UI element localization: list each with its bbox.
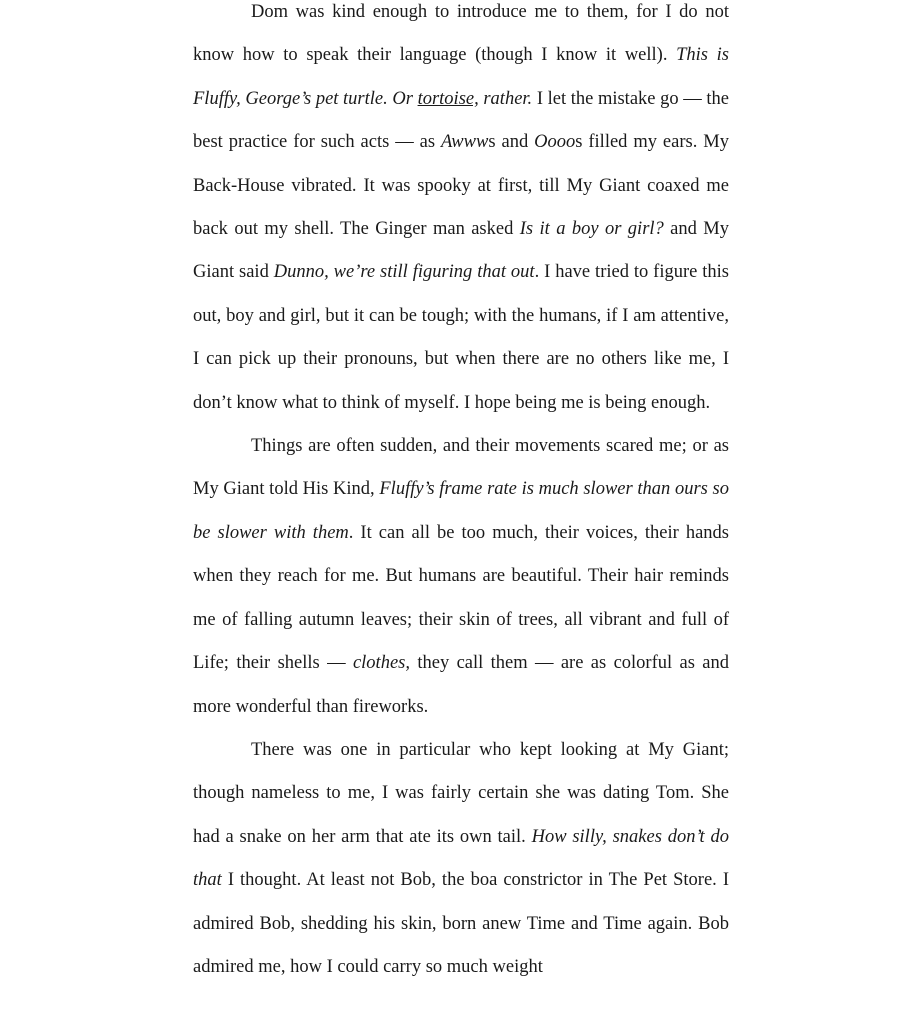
text-run: I thought. At least not Bob, the boa constrictor in The Pet Store. I admired Bob, shedding his skin, born anew Time and Time again. Bob admired me, how I could carry so much weight (193, 870, 729, 977)
paragraph-2 (193, 425, 729, 729)
italic-text-run: Dunno, we’re still figuring that out (273, 262, 535, 283)
italic-text-run: Fluffy’s frame rate is much slower than ours so be slower with them (193, 479, 730, 543)
text-run: s and (488, 132, 535, 153)
text-run: Dom was kind enough to introduce me to them, for I do not know how to speak their language (though I know it well). (193, 2, 729, 66)
italic-text-run: This is Fluffy, George’s pet turtle. Or (193, 45, 729, 109)
italic-text-run: clothes, (352, 653, 410, 674)
italic-text-run: Awww (441, 132, 489, 153)
document-page (193, 0, 729, 989)
italic-text-run: rather. (478, 88, 533, 109)
paragraph-3 (193, 729, 729, 989)
text-run: There was one in particular who kept looking at My Giant; though nameless to me, I was fairly certain she was dating Tom. She had a snake on her arm that ate its own tail. (193, 739, 729, 847)
text-run: I let the mistake go — the best practice for such acts — as (193, 88, 729, 153)
text-run: Things are often sudden, and their movements scared me; or as My Giant told His Kind, (193, 436, 729, 500)
text-run: . It can all be too much, their voices, their hands when they reach for me. But humans are beautiful. Their hair reminds me of falling autumn leaves; their skin of trees, all vibrant and full of Life; their shells — (193, 522, 729, 674)
italic-text-run: How silly, snakes don’t do that (193, 826, 729, 891)
text-run: s filled my ears. My Back-House vibrated. It was spooky at first, till My Giant coaxed me back out my shell. The Ginger man asked (193, 132, 729, 240)
paragraph-1 (193, 0, 729, 425)
text-run: they call them — are as colorful as and more wonderful than fireworks. (193, 653, 729, 717)
text-run: . I have tried to figure this out, boy and girl, but it can be tough; with the humans, if I am attentive, I can pick up their pronouns, but when there are no others like me, I don’t know what to think of myself. I hope being me is being enough. (193, 262, 730, 413)
italic-text-run: Is it a boy or girl? (519, 219, 664, 240)
underlined-italic-text-run: tortoise, (417, 88, 479, 109)
italic-text-run: Oooo (534, 132, 576, 153)
text-run: and My Giant said (193, 219, 729, 283)
